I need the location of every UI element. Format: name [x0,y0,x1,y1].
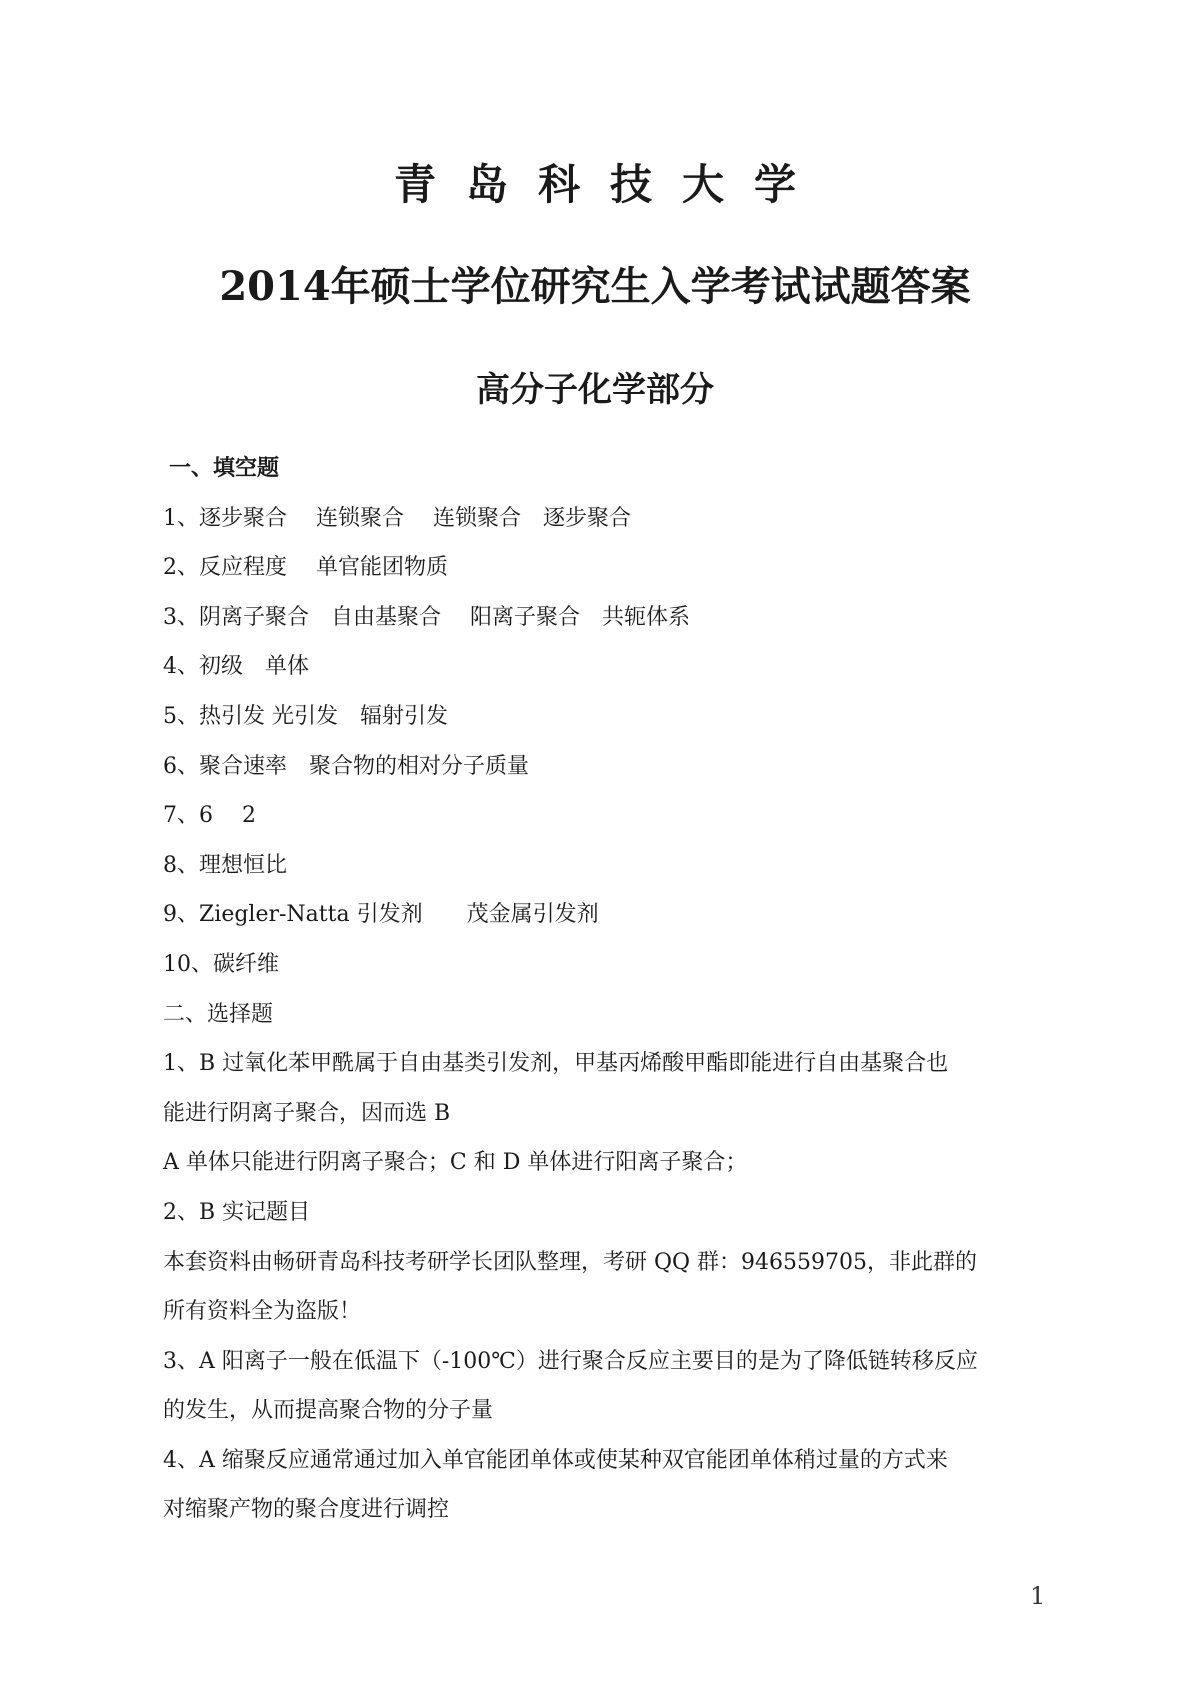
university-name: 青岛科技大学 [393,160,826,209]
fill-in-item-6: 6、聚合速率 聚合物的相对分子质量 [163,753,529,779]
choice-heading: 二、选择题 [163,1001,274,1027]
answer-content [163,444,1043,1535]
exam-title: 2014年硕士学位研究生入学考试试题答案 [219,263,971,310]
choice-q2: 2、B 实记题目 [163,1199,311,1225]
fill-in-item-4: 4、初级 单体 [163,654,309,680]
fill-in-item-3: 3、阴离子聚合 自由基聚合 阳离子聚合 共轭体系 [163,604,690,630]
choice-q1-line-1: 1、B 过氧化苯甲酰属于自由基类引发剂，甲基丙烯酸甲酯即能进行自由基聚合也 [163,1051,949,1077]
fill-in-item-7: 7、6 2 [163,803,256,829]
section-title: 高分子化学部分 [476,370,714,410]
fill-in-item-10: 10、碳纤维 [163,951,279,977]
fill-in-heading: 一、填空题 [169,455,280,481]
notice-line-1: 本套资料由畅研青岛科技考研学长团队整理，考研 QQ 群：946559705，非此群的 [163,1249,978,1275]
choice-q1-line-2: 能进行阴离子聚合，因而选 B [163,1100,451,1126]
fill-in-item-8: 8、理想恒比 [163,852,287,878]
choice-q4-line-1: 4、A 缩聚反应通常通过加入单官能团单体或使某种双官能团单体稍过量的方式来 [163,1447,948,1473]
choice-q4-line-2: 对缩聚产物的聚合度进行调控 [163,1497,450,1523]
fill-in-item-5: 5、热引发 光引发 辐射引发 [163,703,448,729]
notice-line-2: 所有资料全为盗版！ [163,1299,362,1325]
choice-q1-line-3: A 单体只能进行阴离子聚合；C 和 D 单体进行阳离子聚合； [163,1150,748,1176]
page-number: 1 [1030,1582,1046,1610]
fill-in-item-2: 2、反应程度 单官能团物质 [163,555,448,581]
choice-q3-line-1: 3、A 阳离子一般在低温下（-100℃）进行聚合反应主要目的是为了降低链转移反应 [163,1348,978,1374]
choice-q3-line-2: 的发生，从而提高聚合物的分子量 [163,1398,494,1424]
fill-in-item-1: 1、逐步聚合 连锁聚合 连锁聚合 逐步聚合 [163,505,631,531]
fill-in-item-9: 9、Ziegler-Natta 引发剂 茂金属引发剂 [163,902,599,928]
